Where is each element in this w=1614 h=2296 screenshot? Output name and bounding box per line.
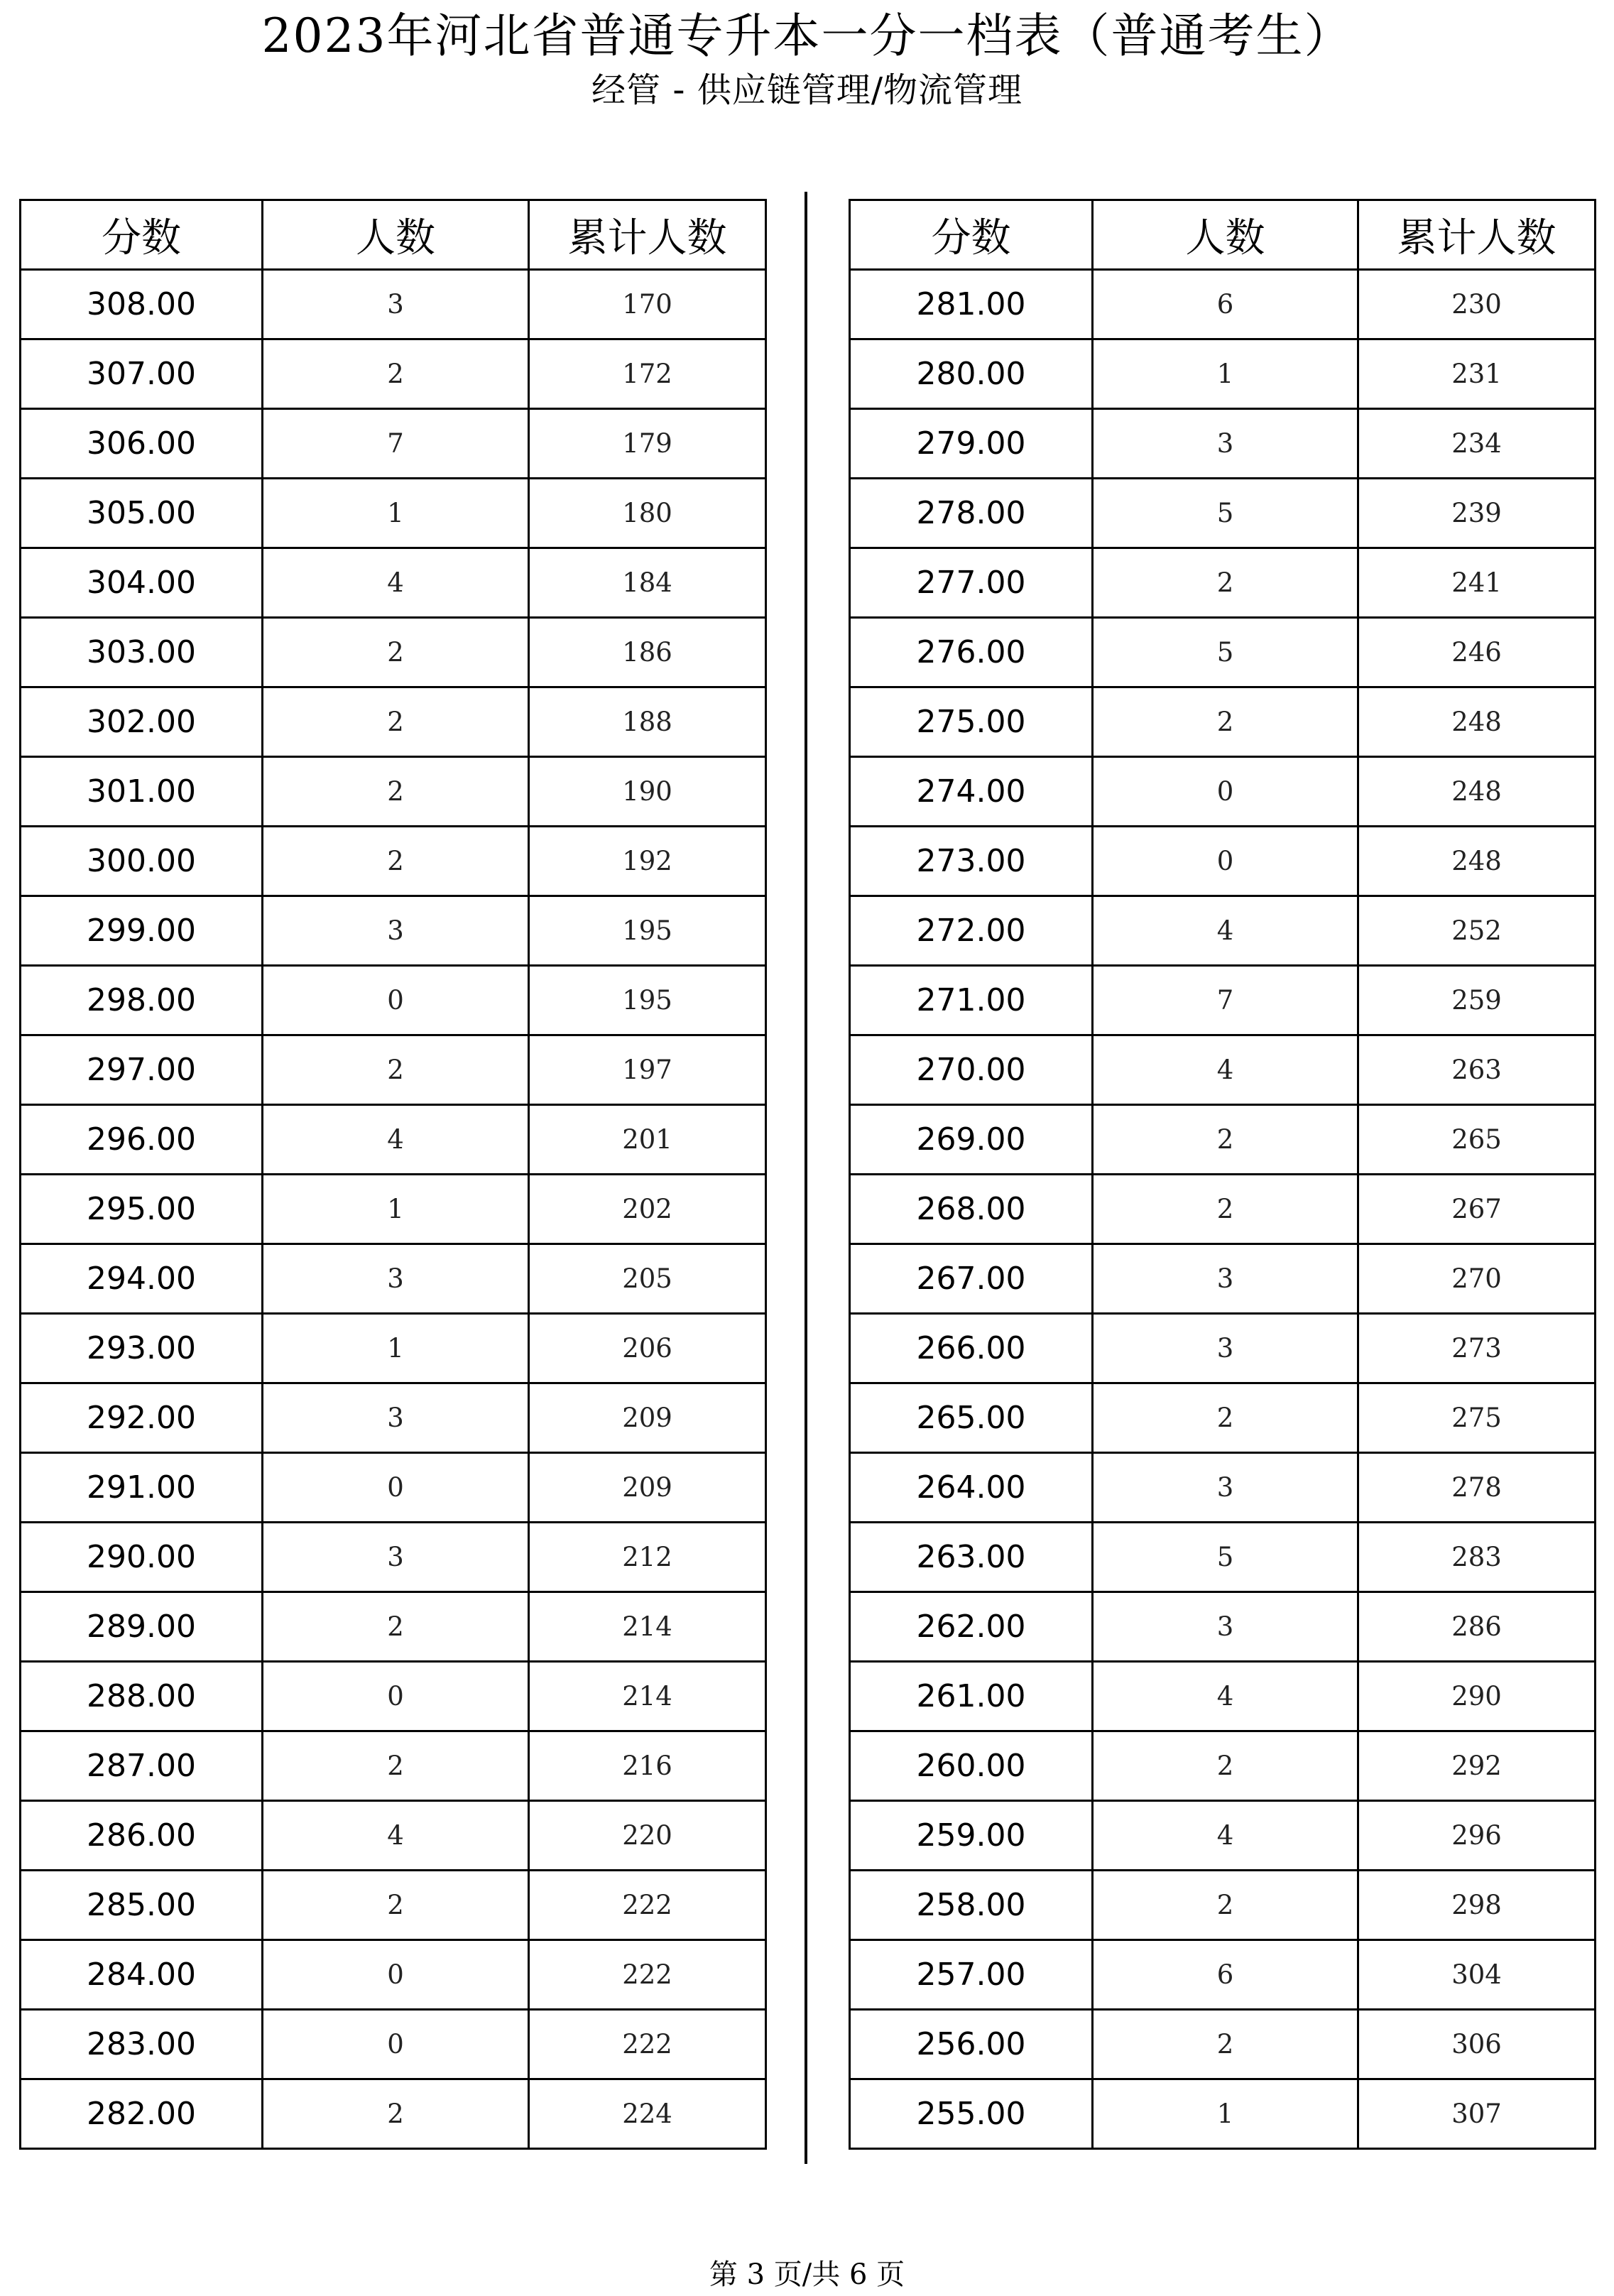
count-cell: 7 [1093, 966, 1358, 1035]
score-cell: 257.00 [850, 1940, 1093, 2010]
score-cell: 259.00 [850, 1801, 1093, 1871]
score-cell: 258.00 [850, 1871, 1093, 1940]
score-cell: 306.00 [21, 409, 263, 479]
cumulative-cell: 197 [529, 1035, 766, 1105]
count-cell: 3 [263, 1383, 529, 1453]
table-row [850, 479, 1596, 548]
cumulative-cell: 224 [529, 2079, 766, 2149]
cumulative-cell: 222 [529, 1871, 766, 1940]
score-cell: 271.00 [850, 966, 1093, 1035]
column-header-score: 分数 [21, 200, 263, 270]
count-cell: 0 [263, 1940, 529, 2010]
count-cell: 0 [263, 966, 529, 1035]
count-cell: 6 [1093, 1940, 1358, 2010]
cumulative-cell: 184 [529, 548, 766, 618]
table-row [850, 339, 1596, 409]
score-cell: 265.00 [850, 1383, 1093, 1453]
table-row [850, 827, 1596, 896]
score-cell: 301.00 [21, 757, 263, 827]
count-cell: 3 [263, 896, 529, 966]
table-row [21, 479, 766, 548]
table-row [850, 1035, 1596, 1105]
score-cell: 262.00 [850, 1592, 1093, 1662]
score-cell: 268.00 [850, 1175, 1093, 1244]
cumulative-cell: 292 [1358, 1731, 1596, 1801]
score-cell: 278.00 [850, 479, 1093, 548]
count-cell: 2 [1093, 2010, 1358, 2079]
score-cell: 266.00 [850, 1314, 1093, 1383]
count-cell: 4 [263, 1801, 529, 1871]
table-row [850, 618, 1596, 687]
count-cell: 3 [1093, 409, 1358, 479]
count-cell: 0 [263, 1453, 529, 1523]
count-cell: 2 [263, 339, 529, 409]
cumulative-cell: 205 [529, 1244, 766, 1314]
table-row [850, 1453, 1596, 1523]
table-row [21, 1592, 766, 1662]
table-body-left [21, 270, 766, 2149]
score-cell: 304.00 [21, 548, 263, 618]
cumulative-cell: 248 [1358, 827, 1596, 896]
score-cell: 287.00 [21, 1731, 263, 1801]
cumulative-cell: 273 [1358, 1314, 1596, 1383]
cumulative-cell: 190 [529, 757, 766, 827]
column-header-cumulative: 累计人数 [1358, 200, 1596, 270]
table-row [21, 1871, 766, 1940]
score-cell: 281.00 [850, 270, 1093, 339]
count-cell: 1 [1093, 339, 1358, 409]
score-cell: 286.00 [21, 1801, 263, 1871]
table-row [21, 618, 766, 687]
table-row [850, 1940, 1596, 2010]
cumulative-cell: 239 [1358, 479, 1596, 548]
score-table-right [849, 199, 1596, 2150]
score-cell: 308.00 [21, 270, 263, 339]
score-cell: 282.00 [21, 2079, 263, 2149]
cumulative-cell: 222 [529, 1940, 766, 2010]
table-row [21, 339, 766, 409]
column-divider [805, 192, 807, 2164]
score-cell: 297.00 [21, 1035, 263, 1105]
count-cell: 0 [1093, 757, 1358, 827]
count-cell: 7 [263, 409, 529, 479]
table-row [21, 2010, 766, 2079]
count-cell: 2 [263, 618, 529, 687]
score-cell: 267.00 [850, 1244, 1093, 1314]
column-header-count: 人数 [263, 200, 529, 270]
page-footer: 第 3 页/共 6 页 [709, 2258, 905, 2291]
table-row [850, 2079, 1596, 2149]
table-body-right [850, 270, 1596, 2149]
cumulative-cell: 296 [1358, 1801, 1596, 1871]
score-cell: 260.00 [850, 1731, 1093, 1801]
cumulative-cell: 172 [529, 339, 766, 409]
score-cell: 302.00 [21, 687, 263, 757]
count-cell: 0 [1093, 827, 1358, 896]
score-cell: 269.00 [850, 1105, 1093, 1175]
score-cell: 296.00 [21, 1105, 263, 1175]
table-row [21, 1244, 766, 1314]
cumulative-cell: 179 [529, 409, 766, 479]
cumulative-cell: 263 [1358, 1035, 1596, 1105]
count-cell: 5 [1093, 1523, 1358, 1592]
table-row [850, 1731, 1596, 1801]
count-cell: 2 [263, 827, 529, 896]
count-cell: 4 [1093, 1035, 1358, 1105]
cumulative-cell: 188 [529, 687, 766, 757]
score-cell: 263.00 [850, 1523, 1093, 1592]
count-cell: 1 [263, 479, 529, 548]
cumulative-cell: 307 [1358, 2079, 1596, 2149]
cumulative-cell: 231 [1358, 339, 1596, 409]
table-row [850, 1871, 1596, 1940]
table-row [850, 1244, 1596, 1314]
table-row [21, 409, 766, 479]
score-cell: 291.00 [21, 1453, 263, 1523]
table-header-row [850, 200, 1596, 270]
score-cell: 289.00 [21, 1592, 263, 1662]
table-row [850, 1592, 1596, 1662]
count-cell: 2 [1093, 1175, 1358, 1244]
score-cell: 307.00 [21, 339, 263, 409]
cumulative-cell: 304 [1358, 1940, 1596, 2010]
table-row [850, 1662, 1596, 1731]
count-cell: 3 [263, 270, 529, 339]
table-row [21, 1523, 766, 1592]
count-cell: 1 [263, 1175, 529, 1244]
cumulative-cell: 216 [529, 1731, 766, 1801]
score-cell: 280.00 [850, 339, 1093, 409]
count-cell: 3 [1093, 1453, 1358, 1523]
count-cell: 2 [1093, 1731, 1358, 1801]
count-cell: 2 [263, 1035, 529, 1105]
cumulative-cell: 306 [1358, 2010, 1596, 2079]
cumulative-cell: 170 [529, 270, 766, 339]
cumulative-cell: 290 [1358, 1662, 1596, 1731]
table-row [850, 1314, 1596, 1383]
cumulative-cell: 180 [529, 479, 766, 548]
cumulative-cell: 212 [529, 1523, 766, 1592]
score-cell: 298.00 [21, 966, 263, 1035]
page-title: 2023年河北省普通专升本一分一档表（普通考生） [261, 9, 1353, 63]
cumulative-cell: 246 [1358, 618, 1596, 687]
score-cell: 279.00 [850, 409, 1093, 479]
count-cell: 3 [263, 1244, 529, 1314]
cumulative-cell: 214 [529, 1592, 766, 1662]
table-row [850, 1175, 1596, 1244]
table-row [21, 896, 766, 966]
table-row [850, 896, 1596, 966]
table-row [21, 1383, 766, 1453]
table-header-row [21, 200, 766, 270]
count-cell: 3 [1093, 1244, 1358, 1314]
score-cell: 290.00 [21, 1523, 263, 1592]
count-cell: 2 [263, 2079, 529, 2149]
table-row [21, 1105, 766, 1175]
page-subtitle: 经管 - 供应链管理/物流管理 [591, 70, 1023, 110]
score-cell: 272.00 [850, 896, 1093, 966]
table-row [21, 1453, 766, 1523]
count-cell: 1 [1093, 2079, 1358, 2149]
score-cell: 274.00 [850, 757, 1093, 827]
score-cell: 264.00 [850, 1453, 1093, 1523]
column-header-cumulative: 累计人数 [529, 200, 766, 270]
table-row [21, 2079, 766, 2149]
score-cell: 288.00 [21, 1662, 263, 1731]
cumulative-cell: 192 [529, 827, 766, 896]
score-cell: 295.00 [21, 1175, 263, 1244]
table-row [850, 409, 1596, 479]
cumulative-cell: 230 [1358, 270, 1596, 339]
table-row [850, 966, 1596, 1035]
score-cell: 261.00 [850, 1662, 1093, 1731]
count-cell: 2 [263, 1731, 529, 1801]
score-cell: 294.00 [21, 1244, 263, 1314]
score-cell: 270.00 [850, 1035, 1093, 1105]
cumulative-cell: 222 [529, 2010, 766, 2079]
cumulative-cell: 265 [1358, 1105, 1596, 1175]
cumulative-cell: 270 [1358, 1244, 1596, 1314]
table-row [21, 1662, 766, 1731]
table-row [21, 1035, 766, 1105]
score-cell: 292.00 [21, 1383, 263, 1453]
cumulative-cell: 195 [529, 896, 766, 966]
count-cell: 2 [1093, 1871, 1358, 1940]
count-cell: 4 [263, 548, 529, 618]
score-cell: 300.00 [21, 827, 263, 896]
score-cell: 273.00 [850, 827, 1093, 896]
table-row [850, 270, 1596, 339]
column-header-score: 分数 [850, 200, 1093, 270]
cumulative-cell: 275 [1358, 1383, 1596, 1453]
score-cell: 275.00 [850, 687, 1093, 757]
score-cell: 299.00 [21, 896, 263, 966]
count-cell: 4 [1093, 1662, 1358, 1731]
column-header-count: 人数 [1093, 200, 1358, 270]
table-row [850, 2010, 1596, 2079]
table-row [850, 1801, 1596, 1871]
cumulative-cell: 267 [1358, 1175, 1596, 1244]
cumulative-cell: 220 [529, 1801, 766, 1871]
cumulative-cell: 248 [1358, 687, 1596, 757]
table-row [21, 1731, 766, 1801]
count-cell: 2 [1093, 548, 1358, 618]
count-cell: 2 [263, 687, 529, 757]
count-cell: 5 [1093, 618, 1358, 687]
cumulative-cell: 248 [1358, 757, 1596, 827]
count-cell: 4 [1093, 896, 1358, 966]
cumulative-cell: 195 [529, 966, 766, 1035]
table-row [21, 1175, 766, 1244]
table-row [21, 966, 766, 1035]
cumulative-cell: 241 [1358, 548, 1596, 618]
count-cell: 2 [1093, 687, 1358, 757]
table-row [21, 1801, 766, 1871]
count-cell: 2 [263, 1871, 529, 1940]
score-cell: 256.00 [850, 2010, 1093, 2079]
score-cell: 284.00 [21, 1940, 263, 2010]
table-row [21, 827, 766, 896]
cumulative-cell: 234 [1358, 409, 1596, 479]
cumulative-cell: 283 [1358, 1523, 1596, 1592]
table-row [21, 687, 766, 757]
count-cell: 5 [1093, 479, 1358, 548]
score-cell: 277.00 [850, 548, 1093, 618]
cumulative-cell: 186 [529, 618, 766, 687]
count-cell: 2 [1093, 1105, 1358, 1175]
table-row [21, 1314, 766, 1383]
score-cell: 276.00 [850, 618, 1093, 687]
count-cell: 2 [263, 1592, 529, 1662]
table-row [850, 1523, 1596, 1592]
cumulative-cell: 286 [1358, 1592, 1596, 1662]
table-row [850, 757, 1596, 827]
score-cell: 305.00 [21, 479, 263, 548]
table-row [850, 548, 1596, 618]
score-cell: 293.00 [21, 1314, 263, 1383]
table-row [21, 757, 766, 827]
cumulative-cell: 202 [529, 1175, 766, 1244]
cumulative-cell: 209 [529, 1383, 766, 1453]
count-cell: 4 [1093, 1801, 1358, 1871]
score-table-left [19, 199, 767, 2150]
score-cell: 255.00 [850, 2079, 1093, 2149]
cumulative-cell: 298 [1358, 1871, 1596, 1940]
count-cell: 2 [263, 757, 529, 827]
table-row [850, 1105, 1596, 1175]
cumulative-cell: 201 [529, 1105, 766, 1175]
table-row [21, 270, 766, 339]
count-cell: 0 [263, 2010, 529, 2079]
cumulative-cell: 209 [529, 1453, 766, 1523]
count-cell: 1 [263, 1314, 529, 1383]
cumulative-cell: 259 [1358, 966, 1596, 1035]
score-cell: 303.00 [21, 618, 263, 687]
count-cell: 3 [1093, 1314, 1358, 1383]
count-cell: 3 [1093, 1592, 1358, 1662]
table-row [21, 1940, 766, 2010]
count-cell: 0 [263, 1662, 529, 1731]
cumulative-cell: 252 [1358, 896, 1596, 966]
score-cell: 283.00 [21, 2010, 263, 2079]
count-cell: 3 [263, 1523, 529, 1592]
table-row [850, 1383, 1596, 1453]
score-cell: 285.00 [21, 1871, 263, 1940]
count-cell: 6 [1093, 270, 1358, 339]
cumulative-cell: 214 [529, 1662, 766, 1731]
cumulative-cell: 206 [529, 1314, 766, 1383]
cumulative-cell: 278 [1358, 1453, 1596, 1523]
table-row [21, 548, 766, 618]
table-row [850, 687, 1596, 757]
count-cell: 4 [263, 1105, 529, 1175]
count-cell: 2 [1093, 1383, 1358, 1453]
